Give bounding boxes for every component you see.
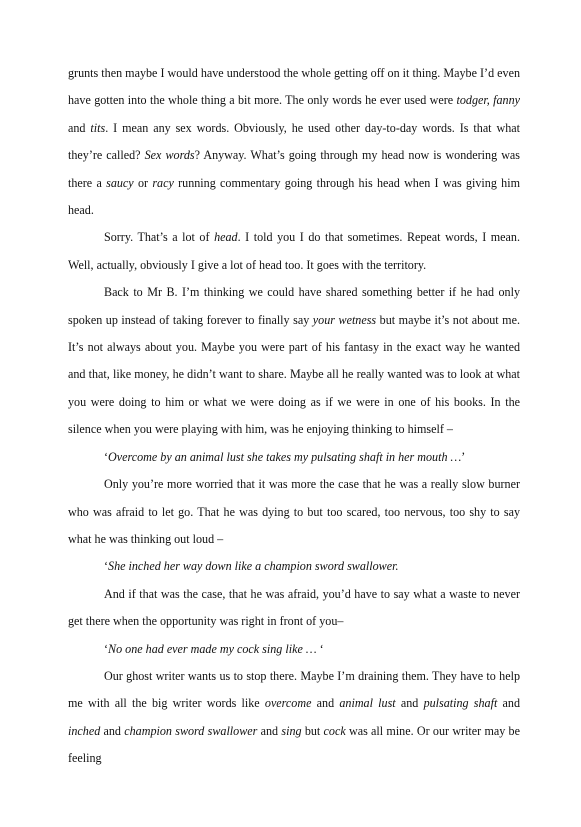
italic-text: No one had ever made my cock sing like …: [108, 641, 320, 656]
text-run: ’: [461, 449, 466, 464]
italic-text: tits: [90, 120, 106, 135]
italic-text: saucy: [106, 175, 134, 190]
italic-text: your wetness: [312, 312, 377, 327]
text-run: or: [133, 175, 153, 190]
text-run: grunts then maybe I would have understood the whole getting off on it thing. Maybe I’d even have gotten into the whole thing a bit more. The only words he ever used were: [68, 66, 520, 108]
text-run: Our ghost writer wants us to stop there. Maybe I’m draining them. They have to help me with all the big writer words like: [68, 668, 520, 711]
text-run: and: [68, 120, 91, 135]
text-run: ‘: [104, 559, 109, 574]
italic-text: pulsating shaft: [423, 696, 498, 711]
italic-text: cock: [323, 723, 346, 738]
paragraph: [68, 471, 520, 553]
text-run: . I mean any sex words. Obviously, he used other day-to-day words. Is that what they’re called?: [68, 120, 520, 163]
text-run: and: [395, 696, 424, 711]
text-run: ? Anyway. What’s going through my head now is wondering was there a: [68, 148, 521, 190]
paragraph: [68, 224, 520, 279]
italic-text: champion sword swallower: [124, 723, 258, 738]
text-run: and: [257, 723, 282, 738]
text-run: and: [497, 696, 521, 711]
italic-text: Overcome by an animal lust she takes my pulsating shaft in her mouth …: [108, 449, 462, 464]
text-run: was all mine. Or our writer may be feeling: [68, 723, 520, 766]
text-run: and: [311, 696, 340, 711]
italic-text: sing: [281, 723, 302, 738]
italic-text: head: [214, 230, 238, 245]
document-page: [68, 60, 520, 773]
text-run: ‘: [104, 641, 109, 656]
text-run: but maybe it’s not about me. It’s not always about you. Maybe you were part of his fantasy in the exact way he wanted and that, like money, he didn’t want to share. Maybe all he really wanted was to look at what you were doing to him or what we were doing as if we were in one of his books. In the silence when you were playing with him, was he enjoying thinking to himself –: [68, 312, 520, 437]
italic-text: inched: [68, 723, 101, 738]
text-run: . I told you I do that sometimes. Repeat words, I mean. Well, actually, obviously I give a lot of head too. It goes with the territory.: [68, 230, 520, 272]
italic-text: She inched her way down like a champion sword swallower.: [108, 559, 399, 574]
text-run: Only you’re more worried that it was more the case that he was a really slow burner who was afraid to let go. That he was dying to but too scared, too nervous, too shy to say what he was thinking out loud –: [68, 477, 520, 546]
text-run: but: [301, 723, 324, 738]
paragraph: [68, 636, 520, 663]
italic-text: animal lust: [339, 696, 396, 711]
text-run: ‘: [104, 449, 109, 464]
paragraph: [68, 279, 520, 443]
italic-text: todger, fanny: [456, 93, 520, 108]
text-run: Back to Mr B. I’m thinking we could have shared something better if he had only spoken up instead of taking forever to finally say: [68, 285, 520, 327]
paragraph: [68, 581, 520, 636]
text-run: running commentary going through his head when I was giving him head.: [68, 175, 520, 218]
italic-text: racy: [152, 175, 174, 190]
italic-text: Sex words: [144, 148, 195, 163]
paragraph: [68, 553, 520, 580]
text-run: ‘: [319, 641, 324, 656]
italic-text: overcome: [264, 696, 312, 711]
text-run: And if that was the case, that he was afraid, you’d have to say what a waste to never get there when the opportunity was right in front of you–: [68, 586, 520, 629]
text-run: and: [100, 723, 125, 738]
paragraph: [68, 444, 520, 471]
text-run: Sorry. That’s a lot of: [104, 230, 215, 245]
paragraph: [68, 663, 520, 773]
paragraph: [68, 60, 520, 224]
